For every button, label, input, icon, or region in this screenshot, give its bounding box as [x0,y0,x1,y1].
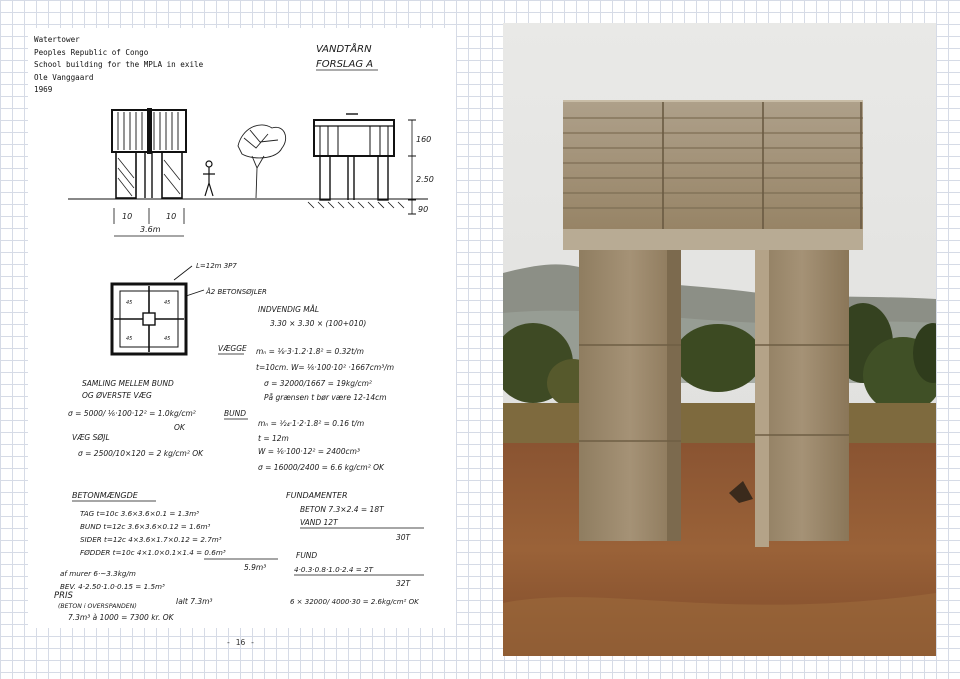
svg-text:45: 45 [126,300,133,306]
found-calc: 4·0.3·0.8·1.0·2.4 = 2T [294,565,373,574]
qty-feet: FØDDER t=10c 4×1.0×0.1×1.4 = 0.6m³ [80,548,226,557]
elevation-front [112,108,186,198]
caption-architect: Ole Vanggaard [34,72,94,82]
found-total: 32T [396,579,411,588]
svg-text:45: 45 [126,336,133,342]
note-bottom-moment: mₙ = ¹⁄₂₄·1·2·1.8² = 0.16 t/m [258,419,365,428]
note-joint-stress: σ = 5000/ ⅙·100·12² = 1.0kg/cm² [68,409,196,418]
note-bottom: BUND [224,409,247,418]
note-wall-w: t=10cm. W= ⅙·100·10² ·1667cm³/m [256,363,395,372]
hand-sketch [28,28,456,628]
found-water: VAND 12T [300,518,338,527]
dim-10-right: 10 [166,212,177,221]
found-sum: 30T [396,533,411,542]
dim-90: 90 [418,205,429,214]
dim-10-left: 10 [122,212,133,221]
plan-label-1: L=12m 3P7 [196,262,237,270]
found-concrete: BETON 7.3×2.4 = 18T [300,505,384,514]
qty-bottom: BUND t=12c 3.6×3.6×0.12 = 1.6m³ [80,522,211,531]
note-price: PRIS [54,591,73,601]
plan-leader-2 [186,290,204,296]
note-bottom-w: W = ⅙·100·12² = 2400cm³ [258,447,360,456]
floor-plan [112,284,186,354]
sketch-heading-2: FORSLAG A [316,59,374,70]
human-figure [203,161,215,196]
note-foundations: FUNDAMENTER [286,491,348,500]
photo-scene [503,23,936,656]
note-bottom-t: t = 12m [258,434,289,443]
note-column: VÆG SØJL [72,433,110,442]
dim-250: 2.50 [416,175,434,184]
sketch-heading-1: VANDTÅRN [316,44,372,55]
note-inner-calc: 3.30 × 3.30 × (100+010) [270,319,367,328]
note-total-volume: Ialt 7.3m³ [176,597,213,606]
qty-sides: SIDER t=12c 4×3.6×1.7×0.12 = 2.7m³ [80,535,222,544]
note-price-detail: (BETON i OVERSPANDEN) [58,603,137,610]
qty-total: 5.9m³ [244,563,267,572]
page-number: - 16 - [226,638,255,647]
dim-160: 160 [416,135,432,144]
water-tower-photo [503,23,936,656]
note-concrete-qty: BETONMÆNGDE [72,491,138,500]
tree-sketch [238,125,286,198]
found-label: FUND [296,551,318,560]
note-wall-stress: σ = 32000/1667 = 19kg/cm² [264,379,372,388]
note-wall-moment: mₙ = ⅛·3·1.2·1.8² = 0.32t/m [256,347,364,356]
note-masonry: af murer 6·~3.3kg/m [60,569,136,578]
note-ground-pressure: 6 × 32000/ 4000·30 = 2.6kg/cm² OK [290,598,419,606]
note-wall-limit: På grænsen t bør være 12-14cm [264,393,387,402]
svg-text:45: 45 [164,300,171,306]
svg-text:45: 45 [164,336,171,342]
note-bottom-stress: σ = 16000/2400 = 6.6 kg/cm² OK [258,463,384,472]
plan-leader-1 [174,266,192,280]
dim-overall: 3.6m [140,225,161,234]
caption-location: Peoples Republic of Congo [34,47,149,57]
plan-label-2: Å2 BETONSØJLER [206,288,267,296]
caption-project: School building for the MPLA in exile [34,60,204,69]
note-column-stress: σ = 2500/10×120 = 2 kg/cm² OK [78,449,204,458]
note-joint-2: OG ØVERSTE VÆG [82,391,152,400]
caption-title: Watertower [34,35,80,44]
note-price-calc: 7.3m³ à 1000 = 7300 kr. OK [68,613,174,622]
note-walls: VÆGGE [218,344,247,353]
note-joint-1: SAMLING MELLEM BUND [82,379,174,388]
note-joint-ok: OK [174,423,185,432]
note-inner-dims: INDVENDIG MÅL [258,305,320,314]
qty-roof: TAG t=10c 3.6×3.6×0.1 = 1.3m³ [80,509,199,518]
caption-year: 1969 [34,85,53,94]
note-reinforcement: BEV. 4·2.50·1.0·0.15 = 1.5m³ [60,582,165,591]
sketch-sheet [28,28,456,628]
